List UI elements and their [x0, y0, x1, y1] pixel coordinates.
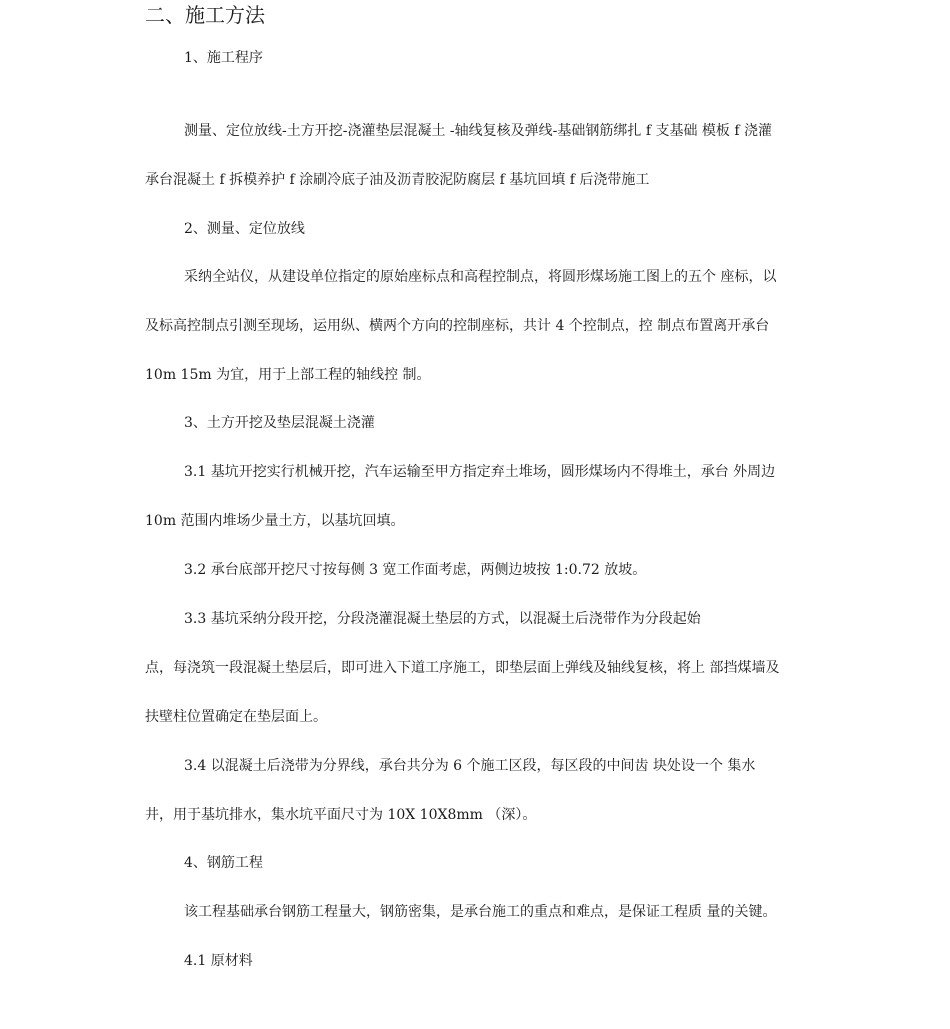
paragraph-line: 该工程基础承台钢筋工程量大，钢筋密集，是承台施工的重点和难点，是保证工程质 量的关键。 — [184, 904, 777, 920]
paragraph-line: 3.1 基坑开挖实行机械开挖，汽车运输至甲方指定弃土堆场，圆形煤场内不得堆土，承台 外周边 — [184, 464, 776, 480]
subheading-survey-layout: 2、测量、定位放线 — [184, 221, 305, 237]
paragraph-line: 10m 15m 为宜，用于上部工程的轴线控 制。 — [145, 367, 431, 383]
subheading-construction-procedure: 1、施工程序 — [184, 50, 263, 66]
paragraph-line: 10m 范围内堆场少量土方，以基坑回填。 — [145, 513, 405, 529]
subheading-rebar: 4、钢筋工程 — [184, 855, 263, 871]
paragraph-line: 采纳全站仪，从建设单位指定的原始座标点和高程控制点，将圆形煤场施工图上的五个 座标，以 — [184, 269, 777, 285]
paragraph-line: 3.3 基坑采纳分段开挖，分段浇灌混凝土垫层的方式，以混凝土后浇带作为分段起始 — [184, 611, 701, 627]
paragraph-line: 点，每浇筑一段混凝土垫层后，即可进入下道工序施工，即垫层面上弹线及轴线复核，将上 部挡煤墙及 — [145, 660, 780, 676]
subheading-earthwork: 3、土方开挖及垫层混凝土浇灌 — [184, 415, 375, 431]
paragraph-line: 测量、定位放线-土方开挖-浇灌垫层混凝土 -轴线复核及弹线-基础钢筋绑扎 f 支基础 模板 f 浇灌 — [184, 123, 772, 139]
paragraph-line: 井，用于基坑排水，集水坑平面尺寸为 10X 10X8mm （深）。 — [145, 807, 537, 823]
paragraph-line: 承台混凝土 f 拆模养护 f 涂刷冷底子油及沥青胶泥防腐层 f 基坑回填 f 后浇带施工 — [145, 172, 650, 188]
paragraph-line: 3.2 承台底部开挖尺寸按每侧 3 宽工作面考虑，两侧边坡按 1:0.72 放坡。 — [184, 562, 647, 578]
paragraph-line: 3.4 以混凝土后浇带为分界线，承台共分为 6 个施工区段，每区段的中间齿 块处设一个 集水 — [184, 758, 756, 774]
paragraph-line: 及标高控制点引测至现场，运用纵、横两个方向的控制座标，共计 4 个控制点，控 制点布置离开承台 — [145, 318, 770, 334]
section-title: 二、施工方法 — [145, 3, 265, 27]
paragraph-line: 扶壁柱位置确定在垫层面上。 — [145, 709, 327, 725]
subheading-raw-materials: 4.1 原材料 — [184, 953, 253, 969]
